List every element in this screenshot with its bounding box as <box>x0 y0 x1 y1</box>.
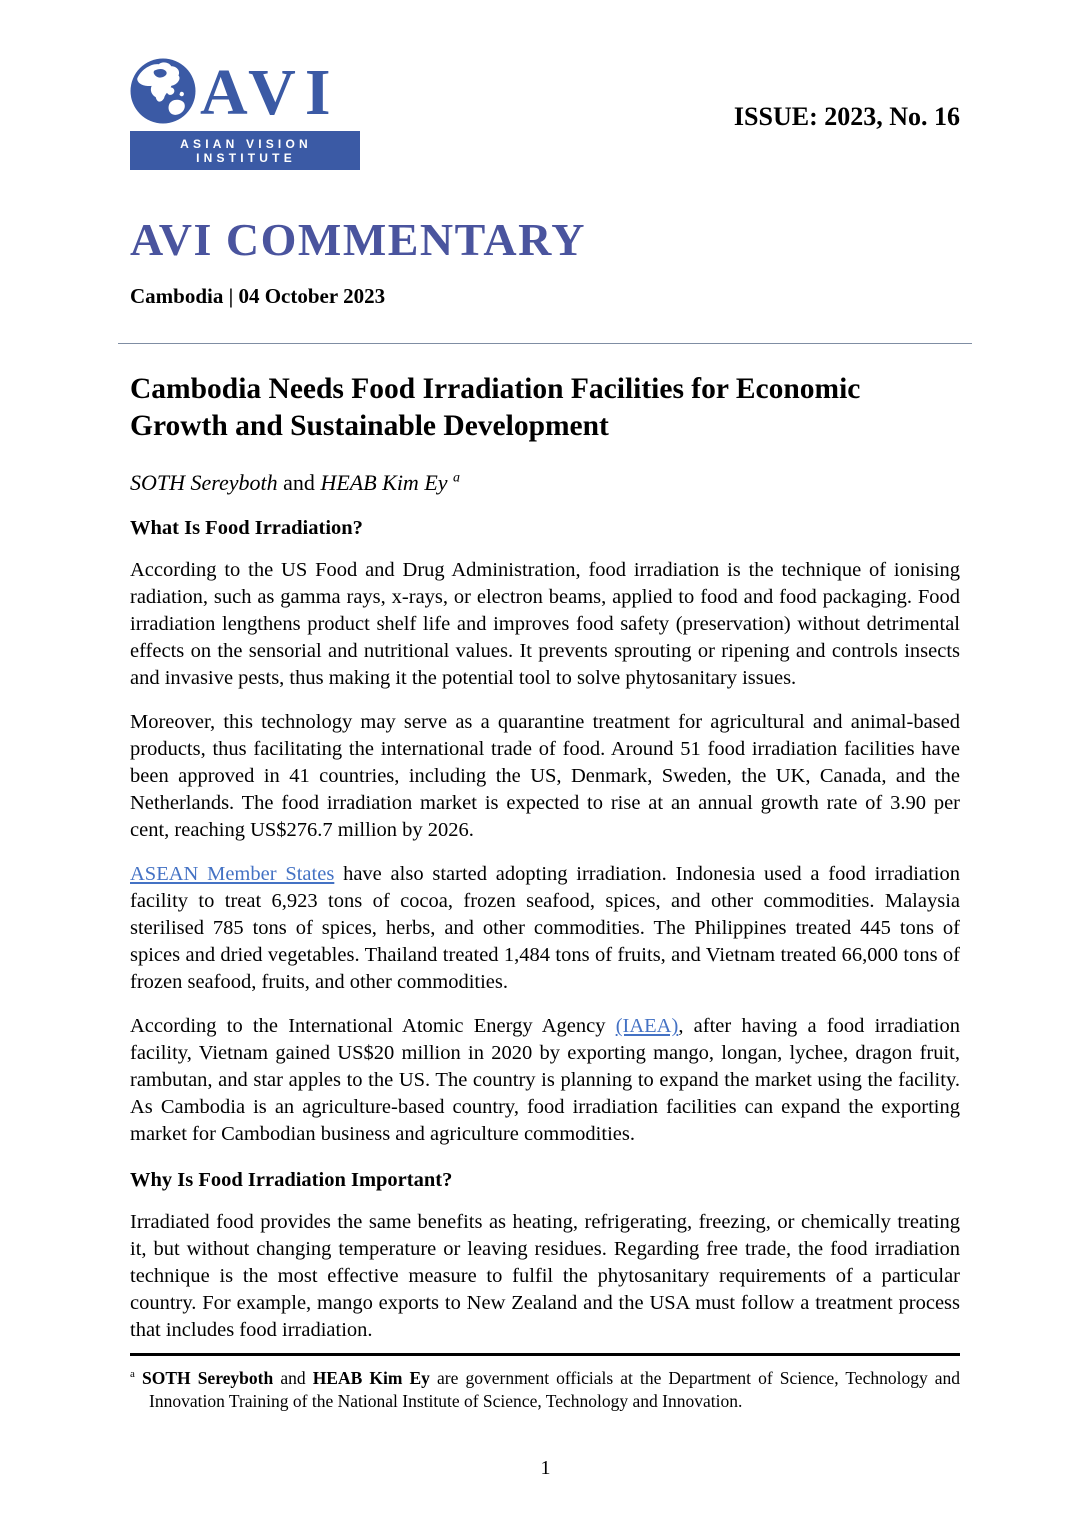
paragraph-asean-adoption <box>130 861 960 996</box>
section-heading-why-important: Why Is Food Irradiation Important? <box>130 1169 453 1192</box>
avi-logo <box>130 58 360 170</box>
avi-logo-top <box>130 56 360 130</box>
header-divider <box>118 343 972 344</box>
footnote-connector: and <box>280 1368 306 1389</box>
paragraph-benefits: Irradiated food provides the same benefits as heating, refrigerating, freezing, or chemically treating it, but without changing temperature or leaving residues. Regarding free trade, the food irradiation technique is the most effective measure to fulfil the phytosanitary requirements of a particular country. For example, mango exports to New Zealand and the USA must follow a treatment process that includes food irradiation. <box>130 1211 960 1342</box>
footnote-reference: a <box>453 470 461 486</box>
page-number: 1 <box>540 1457 551 1479</box>
paragraph-iaea-vietnam <box>130 1013 960 1148</box>
byline <box>130 470 960 496</box>
globe-icon <box>130 58 196 124</box>
avi-acronym: AVI <box>200 56 340 130</box>
iaea-link[interactable]: (IAEA) <box>615 1015 679 1038</box>
footnote-marker: a <box>130 1368 135 1381</box>
author-1: SOTH Sereyboth <box>130 470 278 496</box>
footnote-author-1: SOTH Sereyboth <box>141 1368 274 1389</box>
series-title: AVI COMMENTARY <box>130 214 586 265</box>
avi-banner: ASIAN VISION INSTITUTE <box>130 131 360 170</box>
footnote-text: are government officials at the Department of Science, Technology and Innovation Training of the National Institute of Science, Technology and Innovation. <box>149 1368 961 1412</box>
paragraph-fda-definition: According to the US Food and Drug Administration, food irradiation is the technique of ionising radiation, such as gamma rays, x-rays, or electron beams, applied to food and food packaging. Food irradiation lengthens product shelf life and improves food safety (preservation) without detrimental effects on the sensorial and nutritional values. It prevents sprouting or ripening and controls insects and invasive pests, thus making it the potential tool to solve phytosanitary issues. <box>130 559 960 690</box>
byline-connector: and <box>283 470 315 496</box>
dateline: Cambodia | 04 October 2023 <box>130 284 386 309</box>
paragraph-quarantine-market: Moreover, this technology may serve as a quarantine treatment for agricultural and animal-based products, thus facilitating the international trade of food. Around 51 food irradiation facilities have been approved in 41 countries, including the US, Denmark, Sweden, the UK, Canada, and the Netherlands. The food irradiation market is expected to rise at an annual growth rate of 3.90 per cent, reaching US$276.7 million by 2026. <box>130 711 960 842</box>
footnote-divider <box>130 1353 960 1356</box>
footnote <box>130 1363 960 1413</box>
author-2: HEAB Kim Ey <box>320 470 448 496</box>
asean-member-states-link[interactable]: ASEAN Member States <box>130 863 335 886</box>
section-heading-what-is-food-irradiation: What Is Food Irradiation? <box>130 517 363 540</box>
paragraph-iaea-text: , after having a food irradiation facility, Vietnam gained US$20 million in 2020 by exporting mango, longan, lychee, dragon fruit, rambutan, and star apples to the US. The country is planning to expand the market using the facility. As Cambodia is an agriculture-based country, food irradiation facilities can expand the exporting market for Cambodian business and agriculture commodities. <box>130 1015 960 1146</box>
footnote-author-2: HEAB Kim Ey <box>312 1368 430 1389</box>
paragraph-iaea-lead: According to the International Atomic Energy Agency <box>130 1015 616 1038</box>
paragraph-asean-text: have also started adopting irradiation. Indonesia used a food irradiation facility to treat 6,923 tons of cocoa, frozen seafood, spices, and other commodities. Malaysia sterilised 785 tons of spices, herbs, and other commodities. The Philippines treated 445 tons of spices and dried vegetables. Thailand treated 1,484 tons of fruits, and Vietnam treated 66,000 tons of frozen seafood, fruits, and other commodities. <box>130 863 960 994</box>
issue-label: ISSUE: 2023, No. 16 <box>733 102 960 131</box>
document-header <box>130 58 960 170</box>
article-title: Cambodia Needs Food Irradiation Facilities for Economic Growth and Sustainable Development <box>130 373 861 443</box>
